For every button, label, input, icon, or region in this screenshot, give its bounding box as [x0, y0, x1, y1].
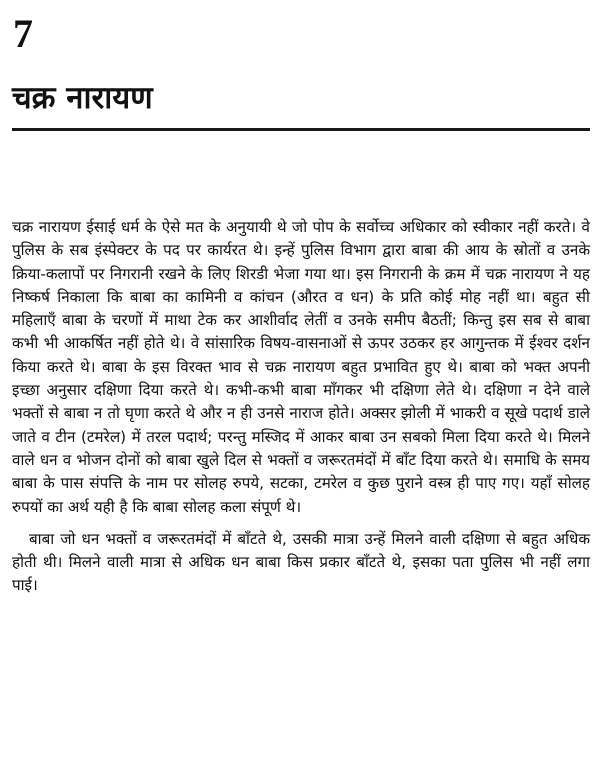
chapter-title: चक्र नारायण [12, 80, 153, 116]
chapter-number: 7 [13, 11, 33, 56]
paragraph-1: चक्र नारायण ईसाई धर्म के ऐसे मत के अनुयायी थे जो पोप के सर्वोच्च अधिकार को स्वीकार नहीं करते। वे पुलिस के सब इंस्पेक्टर के पद पर कार्यरत थे। इन्हें पुलिस विभाग द्वारा बाबा की आय के स्रोतों व उनके क्रिया-कलापों पर निगरानी रखने के लिए शिरडी भेजा गया था। इस निगरानी के क्रम में चक्र नारायण ने यह निष्कर्ष निकाला कि बाबा का कामिनी व कांचन (औरत व धन) के प्रति कोई मोह नहीं था। बहुत सी महिलाएँ बाबा के चरणों में माथा टेक कर आशीर्वाद लेतीं व उनके समीप बैठतीं; किन्तु इस सब से बाबा कभी भी आकर्षित नहीं होते थे। वे सांसारिक विषय-वासनाओं से ऊपर उठकर हर आगुन्तक में ईश्वर दर्शन किया करते थे। बाबा के इस विरक्त भाव से चक्र नारायण बहुत प्रभावित हुए थे। बाबा को भक्त अपनी इच्छा अनुसार दक्षिणा दिया करते थे। कभी-कभी बाबा माँगकर भी दक्षिणा लेते थे। दक्षिणा न देने वाले भक्तों से बाबा न तो घृणा करते थे और न ही उनसे नाराज होते। अक्सर झोली में भाकरी व सूखे पदार्थ डाले जाते व टीन (टमरेल) में तरल पदार्थ; परन्तु मस्जिद में आकर बाबा उन सबको मिला दिया करते थे। मिलने वाले धन व भोजन दोनों को बाबा खुले दिल से भक्तों व जरूरतमंदों में बाँट दिया करते थे। समाधि के समय बाबा के पास संपत्ति के नाम पर सोलह रुपये, सटका, टमरेल व कुछ पुराने वस्त्र ही पाए गए। यहाँ सोलह रुपयों का अर्थ यही है कि बाबा सोलह कला संपूर्ण थे। [12, 218, 590, 516]
chapter-title-divider [12, 128, 590, 131]
chapter-body [12, 216, 590, 598]
paragraph-2: बाबा जो धन भक्तों व जरूरतमंदों में बाँटते थे, उसकी मात्रा उन्हें मिलने वाली दक्षिणा से बहुत अधिक होती थी। मिलने वाली मात्रा से अधिक धन बाबा किस प्रकार बाँटते थे, इसका पता पुलिस भी नहीं लगा पाई। [12, 529, 590, 595]
